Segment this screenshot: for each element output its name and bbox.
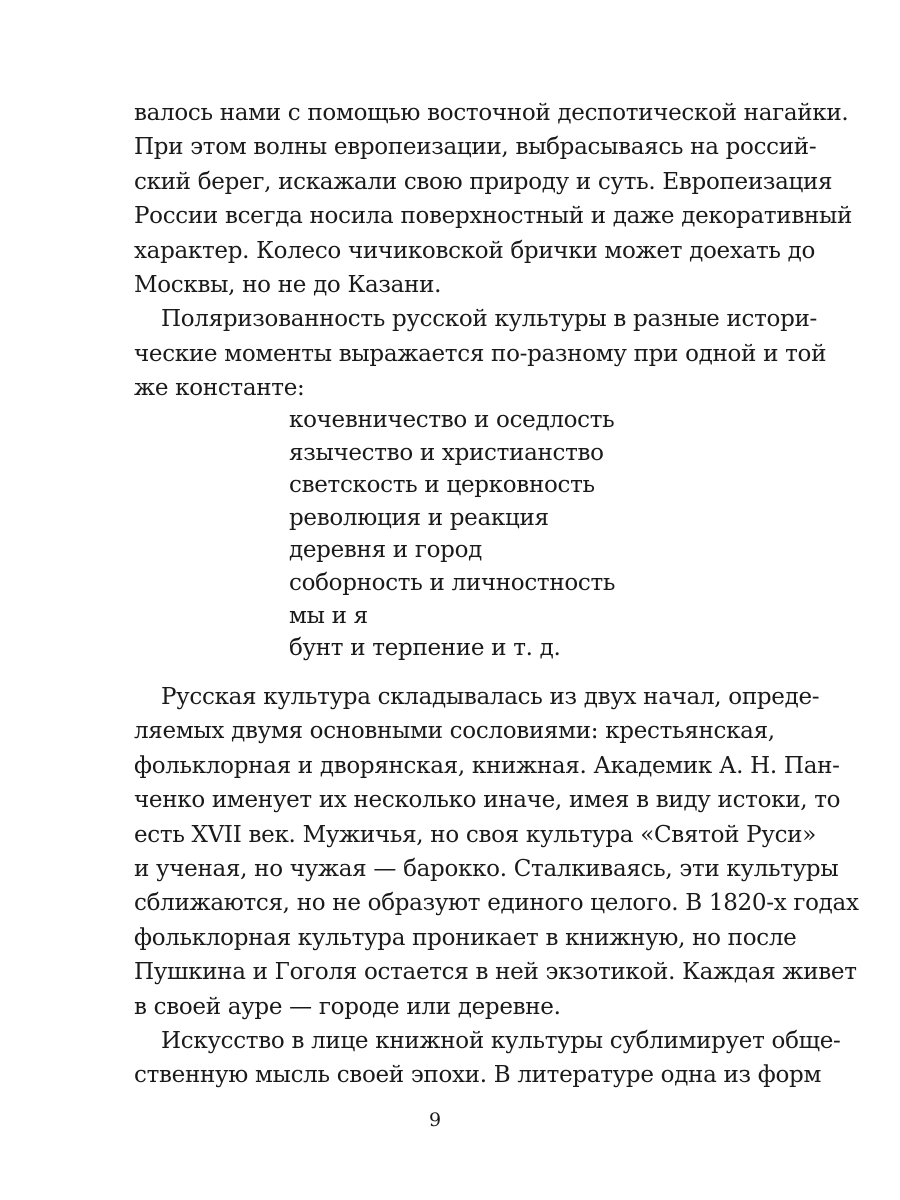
text-line: есть XVII век. Мужичья, но своя культура «Святой Руси» bbox=[134, 821, 816, 848]
paragraph-2 bbox=[134, 302, 827, 405]
text-line: в своей ауре — городе или деревне. bbox=[134, 993, 561, 1020]
text-line: ческие моменты выражается по-разному при одной и той bbox=[134, 340, 827, 367]
text-line: России всегда носила поверхностный и даже декоративный bbox=[134, 203, 853, 230]
text-line: ский берег, искажали свою природу и суть. Европеизация bbox=[134, 168, 833, 195]
text-line: ляемых двумя основными сословиями: крестьянская, bbox=[134, 718, 775, 745]
paragraph-3 bbox=[134, 680, 859, 1024]
list-item: светскость и церковность bbox=[289, 472, 595, 499]
text-line: характер. Колесо чичиковской брички может доехать до bbox=[134, 237, 816, 264]
list-item: деревня и город bbox=[289, 537, 482, 564]
antithesis-list bbox=[289, 404, 615, 665]
list-item: революция и реакция bbox=[289, 504, 549, 531]
paragraph-4 bbox=[134, 1024, 841, 1093]
text-block-top bbox=[134, 96, 853, 406]
text-line: Пушкина и Гоголя остается в ней экзотикой. Каждая живет bbox=[134, 959, 857, 986]
text-line: ченко именует их несколько иначе, имея в виду истоки, то bbox=[134, 787, 841, 814]
list-item: соборность и личностность bbox=[289, 569, 616, 596]
list-item: кочевничество и оседлость bbox=[289, 407, 615, 433]
paragraph-1 bbox=[134, 96, 853, 302]
text-line: Поляризованность русской культуры в разные истори- bbox=[161, 306, 817, 333]
text-line: фольклорная культура проникает в книжную, но после bbox=[134, 924, 797, 951]
text-line: валось нами с помощью восточной деспотической нагайки. bbox=[134, 100, 849, 126]
text-line: фольклорная и дворянская, книжная. Академик А. Н. Пан- bbox=[134, 752, 840, 779]
text-line: Москвы, но не до Казани. bbox=[134, 272, 442, 299]
list-item: язычество и христианство bbox=[289, 439, 604, 466]
text-line: и ученая, но чужая — барокко. Сталкиваясь, эти культуры bbox=[134, 856, 839, 883]
text-line: же константе: bbox=[134, 375, 305, 402]
text-line: ственную мысль своей эпохи. В литературе одна из форм bbox=[134, 1062, 822, 1089]
text-block-bottom bbox=[134, 680, 859, 1093]
text-line: сближаются, но не образуют единого целого. В 1820-х годах bbox=[134, 890, 859, 917]
list-item: мы и я bbox=[289, 602, 368, 629]
text-line: Искусство в лице книжной культуры сублимирует обще- bbox=[161, 1028, 841, 1055]
page-number: 9 bbox=[428, 1109, 442, 1131]
list-item: бунт и терпение и т. д. bbox=[289, 635, 561, 662]
text-line: Русская культура складывалась из двух начал, опреде- bbox=[161, 684, 820, 710]
text-line: При этом волны европеизации, выбрасываясь на россий- bbox=[134, 134, 817, 161]
